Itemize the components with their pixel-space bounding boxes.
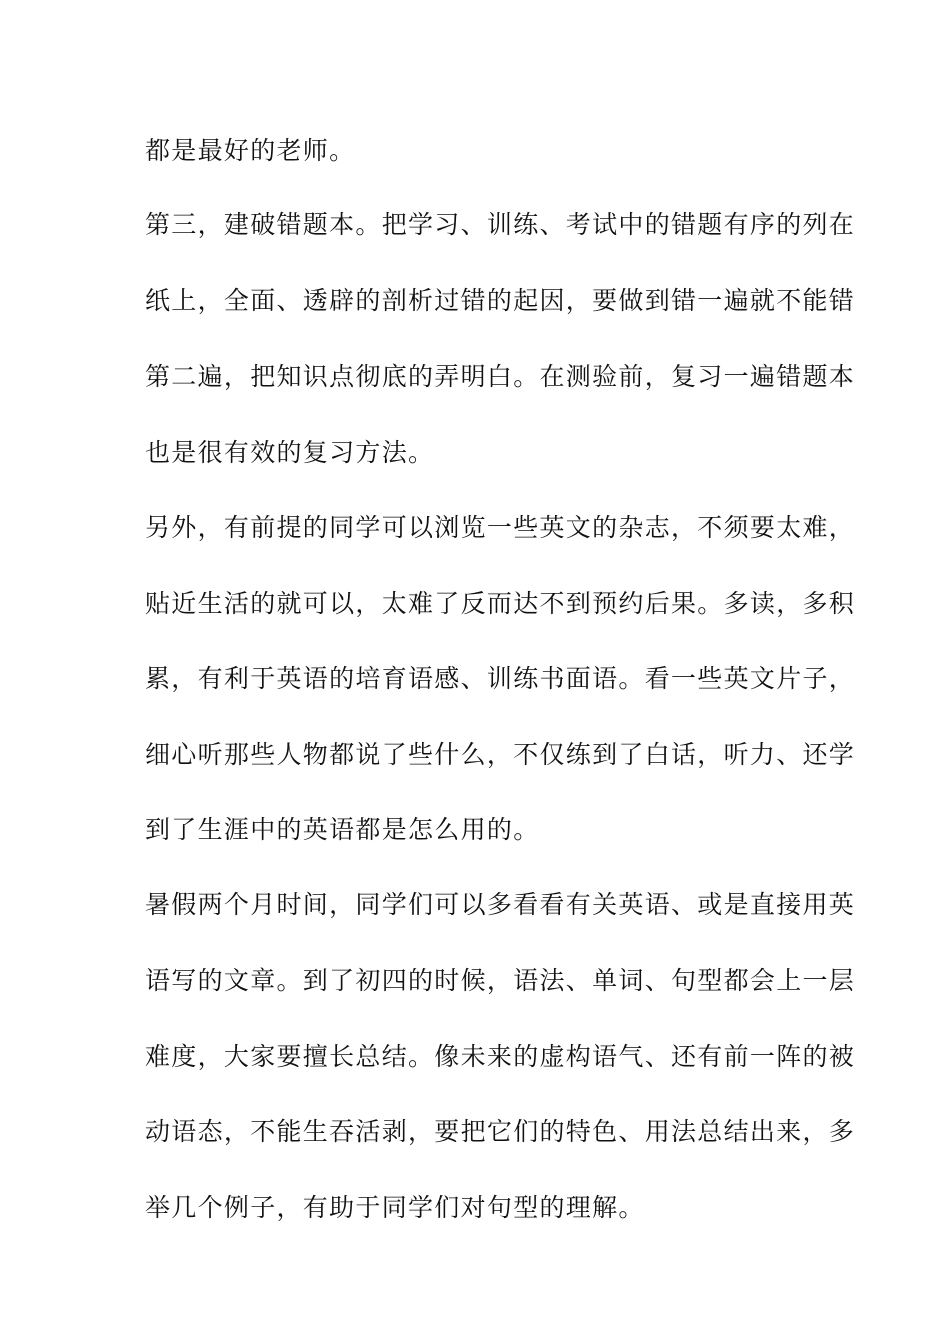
text-line: 暑假两个月时间，同学们可以多看看有关英语、或是直接用英	[145, 890, 856, 919]
text-line: 语写的文章。到了初四的时候，语法、单词、句型都会上一层	[145, 966, 856, 995]
text-line: 到了生涯中的英语都是怎么用的。	[145, 815, 540, 844]
text-line: 都是最好的老师。	[145, 136, 356, 165]
text-line: 第二遍，把知识点彻底的弄明白。在测验前，复习一遍错题本	[145, 362, 856, 391]
text-line: 贴近生活的就可以，太难了反而达不到预约后果。多读，多积	[145, 589, 856, 618]
text-line: 另外，有前提的同学可以浏览一些英文的杂志，不须要太难，	[145, 513, 856, 542]
text-line: 第三，建破错题本。把学习、训练、考试中的错题有序的列在	[145, 210, 856, 239]
text-line: 也是很有效的复习方法。	[145, 438, 435, 467]
text-line: 难度，大家要擅长总结。像未来的虚构语气、还有前一阵的被	[145, 1042, 856, 1071]
text-line: 细心听那些人物都说了些什么，不仅练到了白话，听力、还学	[145, 740, 856, 769]
text-line: 举几个例子，有助于同学们对句型的理解。	[145, 1193, 645, 1222]
text-line: 累，有利于英语的培育语感、训练书面语。看一些英文片子，	[145, 664, 856, 693]
text-line: 纸上，全面、透辟的剖析过错的起因，要做到错一遍就不能错	[145, 286, 856, 315]
text-line: 动语态，不能生吞活剥，要把它们的特色、用法总结出来，多	[145, 1117, 856, 1146]
